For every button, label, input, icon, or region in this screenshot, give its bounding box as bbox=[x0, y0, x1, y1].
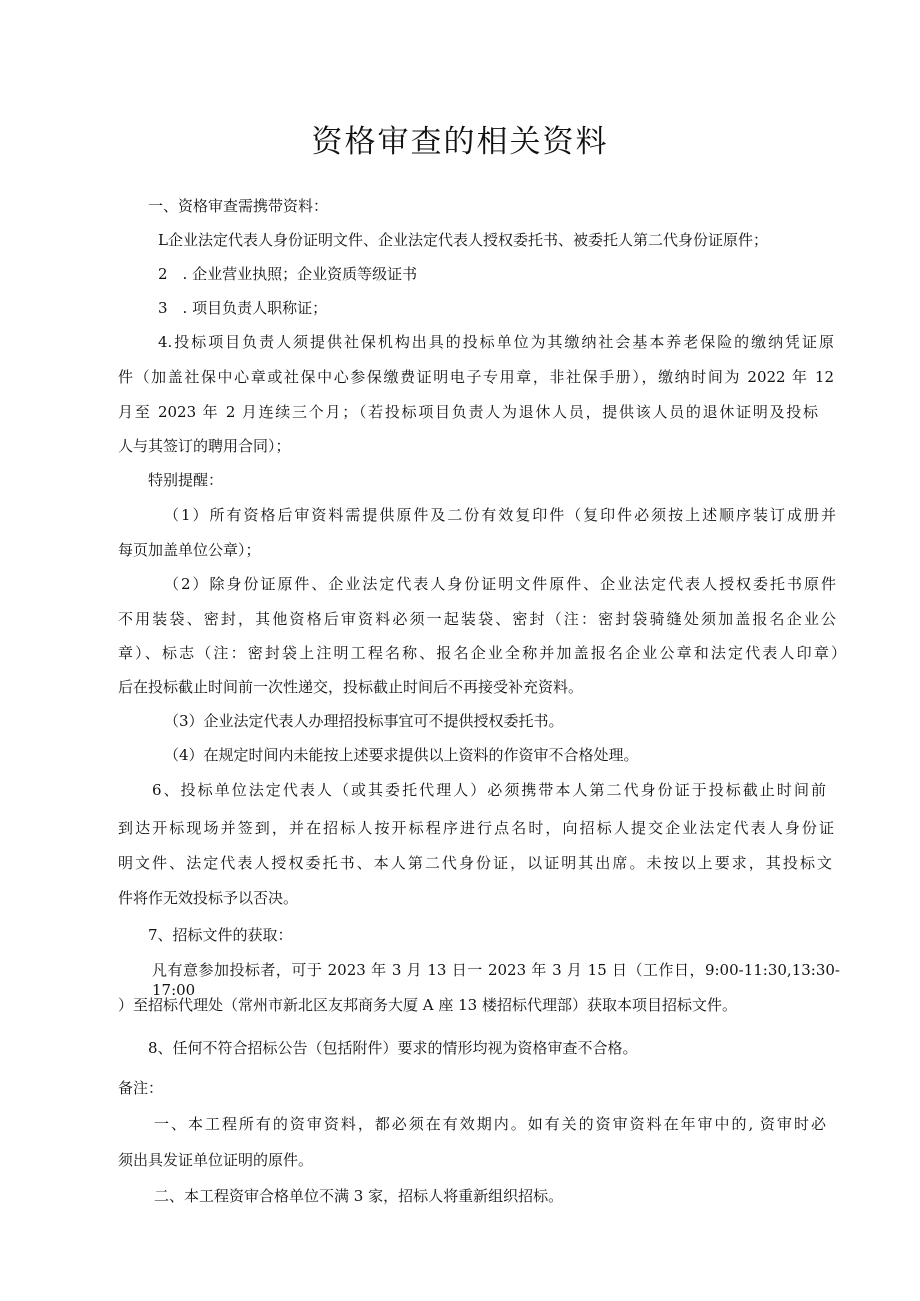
paragraph-line: 章）、标志（注：密封袋上注明工程名称、报名企业全称并加盖报名企业公章和法定代表人印章） bbox=[118, 644, 846, 662]
paragraph-line: 6、投标单位法定代表人（或其委托代理人）必须携带本人第二代身份证于投标截止时间前 bbox=[152, 781, 826, 799]
section-heading: 7、招标文件的获取： bbox=[148, 926, 293, 944]
paragraph-line: 一、本工程所有的资审资料，都必须在有效期内。如有关的资审资料在年审中的, 资审时必 bbox=[154, 1115, 826, 1133]
paragraph-line: 8、任何不符合招标公告（包括附件）要求的情形均视为资格审查不合格。 bbox=[148, 1039, 638, 1057]
paragraph-line: 月至 2023 年 2 月连续三个月；（若投标项目负责人为退休人员，提供该人员的退休证明及投标 bbox=[118, 403, 818, 421]
paragraph-line: 不用装袋、密封，其他资格后审资料必须一起装袋、密封（注：密封袋骑缝处须加盖报名企业公 bbox=[118, 610, 836, 628]
section-heading: 一、资格审查需携带资料： bbox=[148, 197, 329, 215]
paragraph-line: 件将作无效投标予以否决。 bbox=[118, 889, 299, 907]
paragraph-line: 须出具发证单位证明的原件。 bbox=[118, 1151, 314, 1169]
paragraph-line: 到达开标现场并签到，并在招标人按开标程序进行点名时，向招标人提交企业法定代表人身份证 bbox=[118, 819, 834, 837]
paragraph-line: （1）所有资格后审资料需提供原件及二份有效复印件（复印件必须按上述顺序装订成册并 bbox=[164, 506, 836, 524]
paragraph-line: 每页加盖单位公章）； bbox=[118, 541, 261, 559]
paragraph-line: 人与其签订的聘用合同）； bbox=[118, 437, 291, 455]
list-item: L企业法定代表人身份证明文件、企业法定代表人授权委托书、被委托人第二代身份证原件； bbox=[158, 231, 768, 249]
notes-heading: 备注： bbox=[118, 1079, 164, 1097]
paragraph-line: （2）除身份证原件、企业法定代表人身份证明文件原件、企业法定代表人授权委托书原件 bbox=[164, 575, 836, 593]
reminder-heading: 特别提醒： bbox=[148, 471, 224, 489]
list-item: 2 . 企业营业执照；企业资质等级证书 bbox=[158, 265, 418, 283]
paragraph-line: 二、本工程资审合格单位不满 3 家，招标人将重新组织招标。 bbox=[154, 1187, 564, 1205]
paragraph-line: 明文件、法定代表人授权委托书、本人第二代身份证，以证明其出席。未按以上要求，其投标文 bbox=[118, 854, 832, 872]
paragraph-line: （3）企业法定代表人办理招投标事宜可不提供授权委托书。 bbox=[164, 712, 564, 730]
paragraph-line: ）至招标代理处（常州市新北区友邦商务大厦 A 座 13 楼招标代理部）获取本项目招标文件。 bbox=[118, 996, 737, 1014]
paragraph-line: （4）在规定时间内未能按上述要求提供以上资料的作资审不合格处理。 bbox=[164, 746, 639, 764]
list-item: 3 . 项目负责人职称证； bbox=[158, 299, 328, 317]
page-title: 资格审查的相关资料 bbox=[311, 124, 609, 160]
paragraph-line: 件（加盖社保中心章或社保中心参保缴费证明电子专用章，非社保手册），缴纳时间为 2022 年 12 bbox=[118, 368, 834, 386]
paragraph-line: 凡有意参加投标者，可于 2023 年 3 月 13 日一 2023 年 3 月 15 日（工作日，9:00-11:30,13:30-17:00 bbox=[152, 961, 840, 999]
paragraph-line: 后在投标截止时间前一次性递交，投标截止时间后不再接受补充资料。 bbox=[118, 678, 584, 696]
paragraph-line: 4.投标项目负责人须提供社保机构出具的投标单位为其缴纳社会基本养老保险的缴纳凭证原 bbox=[158, 333, 834, 351]
